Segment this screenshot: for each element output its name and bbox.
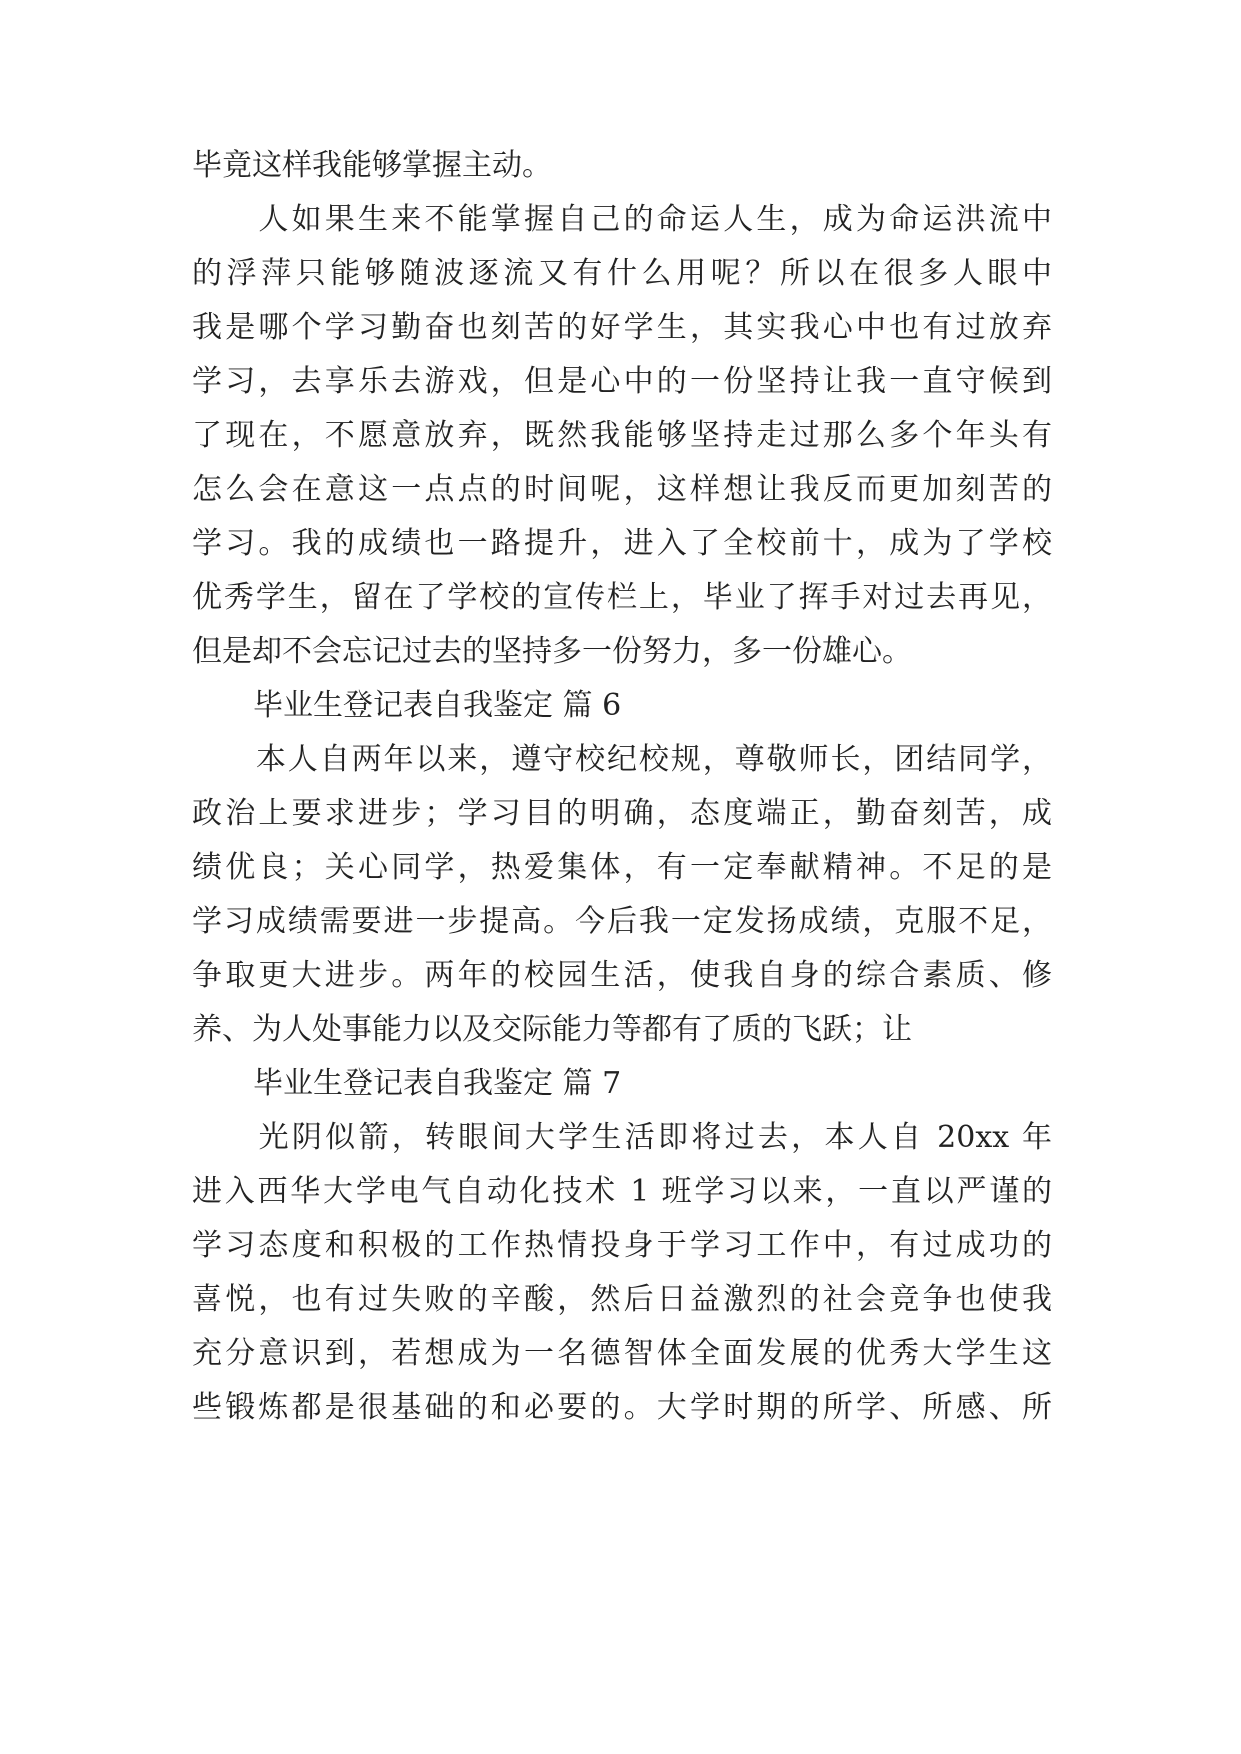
text-line: 喜悦，也有过失败的辛酸，然后日益激烈的社会竞争也使我 <box>192 1282 1052 1317</box>
text-line: 些锻炼都是很基础的和必要的。大学时期的所学、所感、所 <box>192 1390 1052 1425</box>
text-line: 优秀学生，留在了学校的宣传栏上，毕业了挥手对过去再见， <box>192 580 1052 615</box>
text-line: 学习。我的成绩也一路提升，进入了全校前十，成为了学校 <box>192 526 1052 561</box>
text-line: 毕竟这样我能够掌握主动。 <box>192 148 552 183</box>
text-line: 政治上要求进步；学习目的明确，态度端正，勤奋刻苦，成 <box>192 796 1052 831</box>
text-line: 进入西华大学电气自动化技术 1 班学习以来，一直以严谨的 <box>192 1174 1052 1209</box>
text-line: 光阴似箭，转眼间大学生活即将过去，本人自 20xx 年 <box>192 1120 1052 1155</box>
text-line: 怎么会在意这一点点的时间呢，这样想让我反而更加刻苦的 <box>192 472 1052 507</box>
text-line: 本人自两年以来，遵守校纪校规，尊敬师长，团结同学， <box>192 742 1052 777</box>
text-line: 人如果生来不能掌握自己的命运人生，成为命运洪流中 <box>192 202 1052 237</box>
text-line: 学习成绩需要进一步提高。今后我一定发扬成绩，克服不足， <box>192 904 1052 939</box>
text-line: 学习，去享乐去游戏，但是心中的一份坚持让我一直守候到 <box>192 364 1052 399</box>
text-line: 的浮萍只能够随波逐流又有什么用呢？所以在很多人眼中 <box>192 256 1052 291</box>
text-line: 充分意识到，若想成为一名德智体全面发展的优秀大学生这 <box>192 1336 1052 1371</box>
section-heading: 毕业生登记表自我鉴定 篇 7 <box>253 1066 622 1101</box>
text-line: 了现在，不愿意放弃，既然我能够坚持走过那么多个年头有 <box>192 418 1052 453</box>
text-line: 绩优良；关心同学，热爱集体，有一定奉献精神。不足的是 <box>192 850 1052 885</box>
text-line: 学习态度和积极的工作热情投身于学习工作中，有过成功的 <box>192 1228 1052 1263</box>
text-line: 争取更大进步。两年的校园生活，使我自身的综合素质、修 <box>192 958 1052 993</box>
text-line: 但是却不会忘记过去的坚持多一份努力，多一份雄心。 <box>192 634 912 669</box>
section-heading: 毕业生登记表自我鉴定 篇 6 <box>253 688 622 723</box>
text-line: 养、为人处事能力以及交际能力等都有了质的飞跃；让 <box>192 1012 912 1047</box>
text-line: 我是哪个学习勤奋也刻苦的好学生，其实我心中也有过放弃 <box>192 310 1052 345</box>
